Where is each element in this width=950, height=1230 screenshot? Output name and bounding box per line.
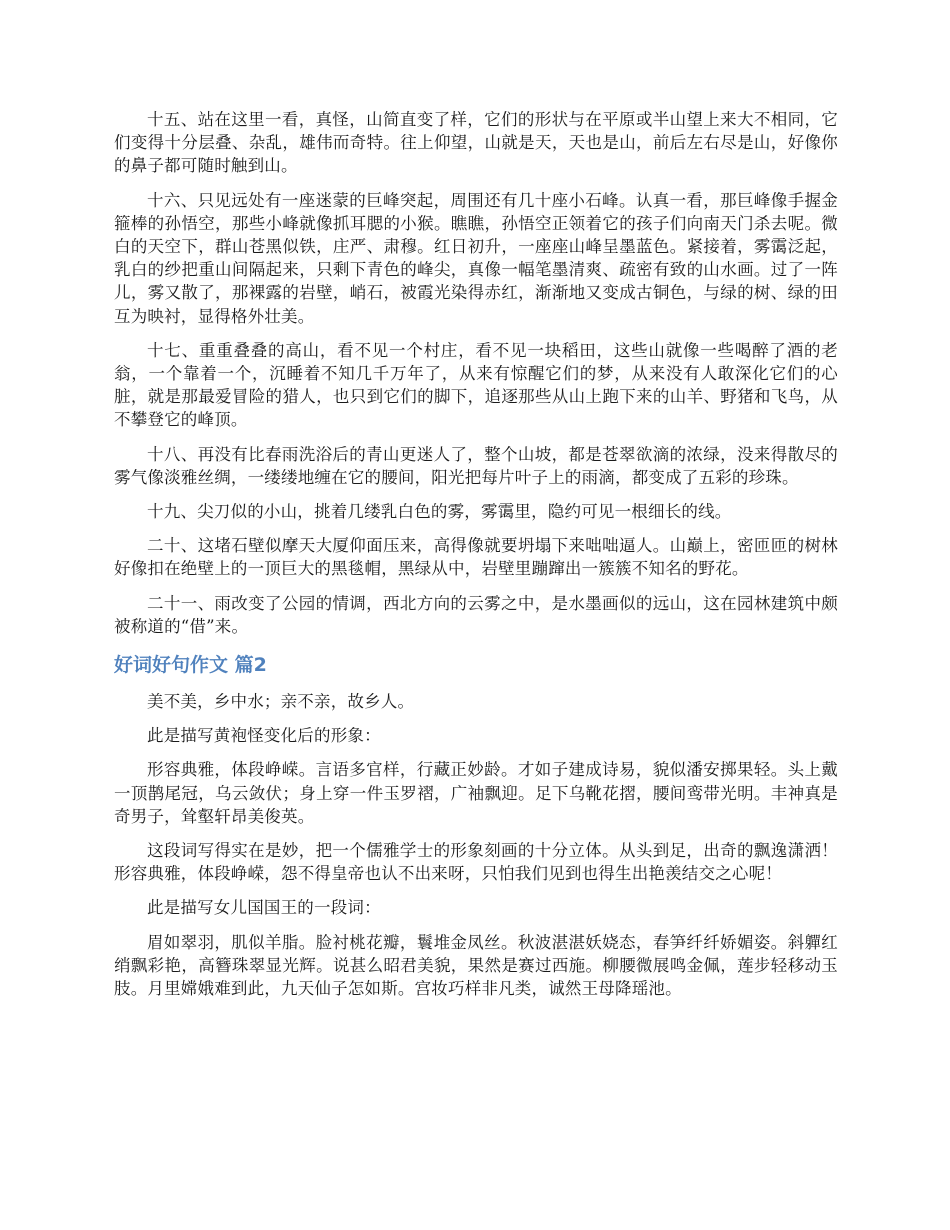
section2-paragraph-4: 这段词写得实在是妙，把一个儒雅学士的形象刻画的十分立体。从头到足，出奇的飘逸潇洒！形容典雅，体段峥嵘，怨不得皇帝也认不出来呀，只怕我们见到也得生出艳羡结交之心呢！ (114, 841, 838, 884)
paragraph-17: 十七、重重叠叠的高山，看不见一个村庄，看不见一块稻田，这些山就像一些喝醉了酒的老翁，一个靠着一个，沉睡着不知几千万年了，从来有惊醒它们的梦，从来没有人敢深化它们的心脏，就是那最爱冒险的猎人，也只到它们的脚下，追逐那些从山上跑下来的山羊、野猪和飞鸟，从不攀登它的峰顶。 (114, 340, 838, 430)
section2-paragraph-1: 美不美，乡中水；亲不亲，故乡人。 (147, 692, 415, 712)
paragraph-19: 十九、尖刀似的小山，挑着几缕乳白色的雾，雾霭里，隐约可见一根细长的线。 (147, 502, 732, 522)
paragraph-21: 二十一、雨改变了公园的情调，西北方向的云雾之中，是水墨画似的远山，这在园林建筑中颇被称道的“借”来。 (114, 593, 838, 636)
paragraph-20: 二十、这堵石壁似摩天大厦仰面压来，高得像就要坍塌下来咄咄逼人。山巅上，密匝匝的树林好像扣在绝壁上的一顶巨大的黑毯帽，黑绿从中，岩壁里蹦蹿出一簇簇不知名的野花。 (114, 536, 838, 579)
section2-paragraph-2: 此是描写黄袍怪变化后的形象： (147, 726, 381, 746)
document-page (114, 108, 838, 1011)
paragraph-15: 十五、站在这里一看，真怪，山简直变了样，它们的形状与在平原或半山望上来大不相同，它们变得十分层叠、杂乱，雄伟而奇特。往上仰望，山就是天，天也是山，前后左右尽是山，好像你的鼻子都可随时触到山。 (114, 110, 838, 176)
section2-paragraph-6: 眉如翠羽，肌似羊脂。脸衬桃花瓣，鬟堆金凤丝。秋波湛湛妖娆态，春笋纤纤娇媚姿。斜軃红绡飘彩艳，高簪珠翠显光辉。说甚么昭君美貌，果然是赛过西施。柳腰微展鸣金佩，莲步轻移动玉肢。月里嫦娥难到此，九天仙子怎如斯。宫妆巧样非凡类，诚然王母降瑶池。 (114, 932, 838, 999)
section2-paragraph-5: 此是描写女儿国国王的一段词： (147, 898, 381, 918)
paragraph-16: 十六、只见远处有一座迷蒙的巨峰突起，周围还有几十座小石峰。认真一看，那巨峰像手握金箍棒的孙悟空，那些小峰就像抓耳腮的小猴。瞧瞧，孙悟空正领着它的孩子们向南天门杀去呢。微白的天空下，群山苍黑似铁，庄严、肃穆。红日初升，一座座山峰呈墨蓝色。紧接着，雾霭泛起，乳白的纱把重山间隔起来，只剩下青色的峰尖，真像一幅笔墨清爽、疏密有致的山水画。过了一阵儿，雾又散了，那裸露的岩壁，峭石，被霞光染得赤红，渐渐地又变成古铜色，与绿的树、绿的田互为映衬，显得格外壮美。 (114, 190, 838, 326)
section-heading: 好词好句作文 篇2 (114, 654, 267, 677)
section2-paragraph-3: 形容典雅，体段峥嵘。言语多官样，行藏正妙龄。才如子建成诗易，貌似潘安掷果轻。头上戴一顶鹊尾冠，乌云敛伏；身上穿一件玉罗褶，广袖飘迎。足下乌靴花摺，腰间鸾带光明。丰神真是奇男子，耸壑轩昂美俊英。 (114, 760, 838, 826)
paragraph-18: 十八、再没有比春雨洗浴后的青山更迷人了，整个山坡，都是苍翠欲滴的浓绿，没来得散尽的雾气像淡雅丝绸，一缕缕地缠在它的腰间，阳光把每片叶子上的雨滴，都变成了五彩的珍珠。 (114, 444, 838, 487)
